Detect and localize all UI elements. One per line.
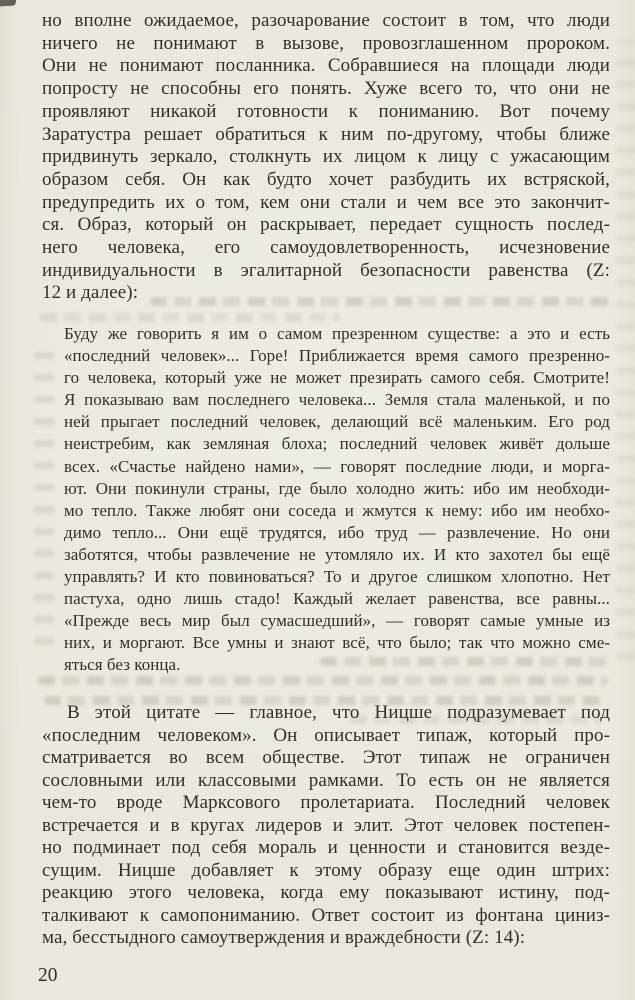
- text-line: Буду же говорить я им о самом презренном существе: а это и есть: [64, 324, 610, 343]
- text-line: него человека, его самоудовлетворенность, исчезновение: [42, 237, 610, 259]
- text-line: неистребим, как земляная блоха; последний человек живёт дольше: [64, 434, 610, 454]
- text-line: придвинуть зеркало, столкнуть их лицом к лицу с ужасающим: [42, 146, 610, 168]
- page-showthrough: [38, 676, 608, 685]
- text-line: образом себя. Он как будто хочет разбудить их встряской,: [42, 168, 610, 190]
- text-line: «последний человек»... Горе! Приближается время самого презренно-: [64, 346, 610, 366]
- text-line: сословными или классовыми рамками. То есть он не является: [42, 769, 610, 791]
- page-showthrough: [40, 313, 340, 322]
- text-line: мо тепло. Также любят они соседа и жмутся к нему: ибо им необхо-: [64, 500, 610, 520]
- text-line: индивидуальности в эгалитарной безопасности равенства (Z:: [42, 259, 610, 281]
- text-line: В этой цитате — главное, что Ницше подразумевает под: [67, 702, 610, 723]
- text-line: но вполне ожидаемое, разочарование состоит в том, что люди: [42, 10, 610, 31]
- text-line: заботятся, чтобы развлечение не утомляло их. И кто захотел бы ещё: [64, 544, 610, 564]
- text-line: них, и моргают. Все умны и знают всё, что было; так что можно сме-: [64, 633, 610, 653]
- text-line: «последним человеком». Он описывает типаж, который про-: [42, 724, 610, 746]
- page-number: 20: [38, 965, 58, 986]
- paragraph-continuation: [42, 10, 610, 305]
- text-line: яться без конца.: [64, 655, 181, 675]
- text-line: сущим. Ницше добавляет к этому образу еще один штрих:: [42, 859, 610, 881]
- text-line: Я показываю вам последнего человека... Земля стала маленькой, и по: [64, 390, 610, 410]
- text-line: чем-то вроде Марксового пролетариата. Последний человек: [42, 792, 610, 813]
- text-line: ничего не понимают в вызове, провозглашенном пророком.: [42, 32, 610, 54]
- text-line: Они не понимают посланника. Собравшиеся на площади люди: [42, 55, 610, 77]
- text-line: димо тепло... Они ещё трудятся, ибо труд — развлечение. Но они: [64, 522, 610, 542]
- text-line: «Прежде весь мир был сумасшедший», — говорят самые умные из: [64, 611, 610, 631]
- text-line: управлять? И кто повиноваться? То и другое слишком хлопотно. Нет: [64, 567, 610, 587]
- paragraph-commentary: [42, 702, 610, 950]
- text-line: ют. Они покинули страны, где было холодно жить: ибо им необходи-: [64, 478, 610, 498]
- text-line: ма, бесстыдного самоутверждения и враждебности (Z: 14):: [42, 927, 526, 948]
- text-line: но подминает под себя мораль и ценности и становится везде-: [42, 837, 610, 858]
- block-quote-zarathustra: [64, 323, 610, 677]
- text-line: сматривается во всем обществе. Этот типаж не ограничен: [42, 747, 610, 768]
- text-line: го человека, который уже не может презирать самого себя. Смотрите!: [64, 368, 610, 388]
- scan-corner-artifact: [0, 0, 16, 6]
- text-line: 12 и далее):: [42, 282, 139, 304]
- text-line: Заратустра решает обратиться к ним по-другому, чтобы ближе: [42, 123, 610, 145]
- text-line: предупредить их о том, кем они стали и чем все это закончит-: [42, 191, 610, 213]
- page-showthrough-margin: [34, 345, 54, 645]
- text-line: талкивают к самопониманию. Ответ состоит из фонтана циниз-: [42, 904, 610, 926]
- text-line: ся. Образ, который он раскрывает, передает сущность послед-: [42, 214, 610, 236]
- text-line: реакцию этого человека, когда ему показывают истину, под-: [42, 882, 610, 903]
- text-line: ней прыгает последний человек, делающий всё маленьким. Его род: [64, 412, 610, 432]
- text-line: попросту не способны его понять. Хуже всего то, что они не: [42, 78, 610, 100]
- text-line: пастуха, одно лишь стадо! Каждый желает равенства, все равны...: [64, 589, 610, 609]
- text-line: всех. «Счастье найдено нами», — говорят последние люди, и морга-: [64, 456, 610, 476]
- text-line: проявляют никакой готовности к пониманию. Вот почему: [42, 100, 610, 122]
- text-line: встречается и в кругах лидеров и элит. Этот человек постепен-: [42, 814, 610, 836]
- page-showthrough-margin: [616, 40, 635, 660]
